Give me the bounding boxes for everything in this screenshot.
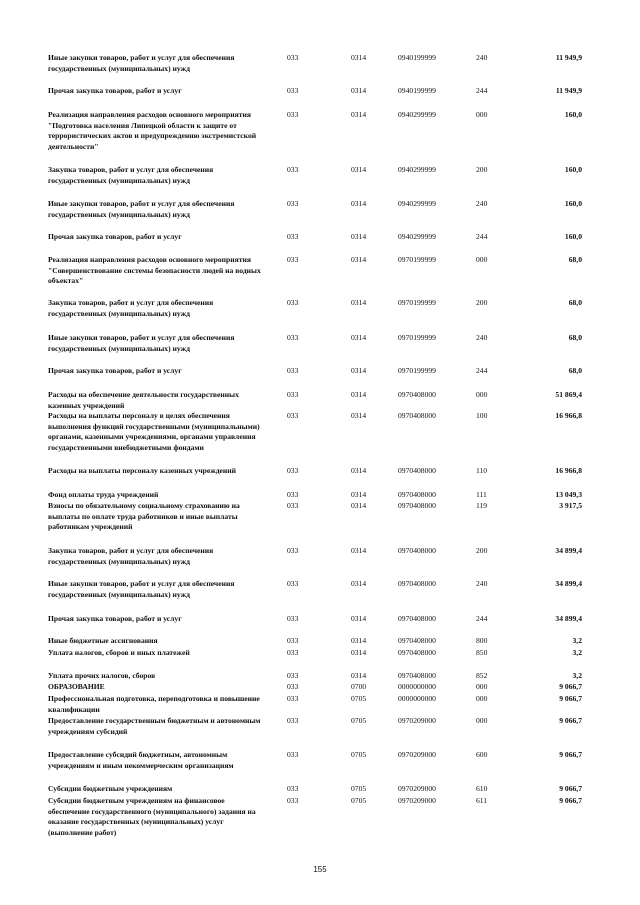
col-type: 111 [476,490,487,499]
col-section: 0314 [351,490,367,499]
row-name: Закупка товаров, работ и услуг для обеспечения государственных (муниципальных) нужд [48,165,214,185]
col-type: 000 [476,390,488,399]
col-target: 0970209000 [398,784,436,793]
col-amount: 160,0 [564,199,582,208]
row-name: Иные бюджетные ассигнования [48,636,158,645]
col-target: 0940299999 [398,232,436,241]
col-type: 100 [476,411,488,420]
col-amount: 16 966,8 [555,466,582,475]
col-type: 800 [476,636,488,645]
col-target: 0940299999 [398,110,436,119]
row-name: Закупка товаров, работ и услуг для обеспечения государственных (муниципальных) нужд [48,546,214,566]
col-type: 244 [476,366,488,375]
col-amount: 68,0 [568,298,582,307]
col-section: 0705 [351,750,367,759]
col-section: 0705 [351,784,367,793]
col-target: 0970199999 [398,298,436,307]
col-type: 200 [476,165,488,174]
col-section: 0314 [351,86,367,95]
row-name: Реализация направления расходов основного мероприятия "Совершенствование системы безопасности людей на водных объектах" [48,255,261,286]
col-type: 240 [476,199,488,208]
col-admin: 033 [287,466,299,475]
col-type: 600 [476,750,488,759]
row-name: Взносы по обязательному социальному страхованию на выплаты по оплате труда работников и иные выплаты работникам учреждений [48,501,240,532]
col-admin: 033 [287,682,299,691]
col-section: 0314 [351,579,367,588]
col-amount: 68,0 [568,366,582,375]
col-admin: 033 [287,333,299,342]
col-amount: 34 899,4 [555,614,582,623]
col-target: 0970408000 [398,411,436,420]
col-amount: 51 869,4 [555,390,582,399]
col-admin: 033 [287,390,299,399]
col-section: 0314 [351,636,367,645]
col-type: 000 [476,110,488,119]
col-amount: 9 066,7 [559,750,582,759]
col-admin: 033 [287,199,299,208]
row-name: Профессиональная подготовка, переподготовка и повышение квалификации [48,694,260,714]
col-amount: 9 066,7 [559,716,582,725]
col-amount: 9 066,7 [559,694,582,703]
row-name: Расходы на выплаты персоналу в целях обеспечения выполнения функций государственными (муниципальными) органами, казенными учреждениями, органами управления государственными внебюджетными фондами [48,411,260,452]
col-target: 0970408000 [398,501,436,510]
col-type: 000 [476,694,488,703]
col-section: 0314 [351,110,367,119]
col-type: 240 [476,333,488,342]
col-type: 200 [476,546,488,555]
col-admin: 033 [287,636,299,645]
col-amount: 11 949,9 [555,53,582,62]
col-section: 0314 [351,333,367,342]
row-name: Субсидии бюджетным учреждениям [48,784,173,793]
col-target: 0970199999 [398,333,436,342]
col-target: 0970408000 [398,614,436,623]
col-type: 240 [476,53,488,62]
col-target: 0970209000 [398,716,436,725]
row-name: Закупка товаров, работ и услуг для обеспечения государственных (муниципальных) нужд [48,298,214,318]
col-admin: 033 [287,366,299,375]
col-target: 0940199999 [398,86,436,95]
col-section: 0705 [351,716,367,725]
col-target: 0970199999 [398,255,436,264]
col-section: 0314 [351,232,367,241]
col-admin: 033 [287,796,299,805]
col-target: 0000000000 [398,682,436,691]
row-name: Реализация направления расходов основного мероприятия "Подготовка населения Липецкой области к защите от террористических актов и предупреждению экстремистской деятельности" [48,110,257,151]
col-type: 852 [476,671,488,680]
col-amount: 3,2 [572,648,582,657]
row-name: Прочая закупка товаров, работ и услуг [48,86,182,95]
col-target: 0970408000 [398,636,436,645]
col-section: 0314 [351,390,367,399]
col-target: 0940299999 [398,199,436,208]
col-amount: 34 899,4 [555,546,582,555]
col-amount: 160,0 [564,110,582,119]
col-admin: 033 [287,298,299,307]
col-target: 0970408000 [398,546,436,555]
col-admin: 033 [287,671,299,680]
col-target: 0970199999 [398,366,436,375]
col-type: 119 [476,501,488,510]
col-section: 0314 [351,298,367,307]
col-admin: 033 [287,546,299,555]
col-admin: 033 [287,501,299,510]
page-number: 155 [313,865,327,874]
col-target: 0970408000 [398,390,436,399]
col-amount: 9 066,7 [559,796,582,805]
col-section: 0314 [351,255,367,264]
col-section: 0314 [351,165,367,174]
col-target: 0970408000 [398,648,436,657]
row-name: Прочая закупка товаров, работ и услуг [48,232,182,241]
col-admin: 033 [287,86,299,95]
row-name: Иные закупки товаров, работ и услуг для обеспечения государственных (муниципальных) нужд [48,333,235,353]
col-admin: 033 [287,255,299,264]
col-section: 0314 [351,466,367,475]
col-admin: 033 [287,784,299,793]
row-name: Предоставление государственным бюджетным и автономным учреждениям субсидий [48,716,261,736]
col-type: 610 [476,784,488,793]
col-target: 0970408000 [398,671,436,680]
col-type: 000 [476,682,488,691]
col-type: 244 [476,86,488,95]
col-section: 0705 [351,796,367,805]
col-type: 200 [476,298,488,307]
col-target: 0000000000 [398,694,436,703]
col-target: 0970408000 [398,490,436,499]
col-admin: 033 [287,614,299,623]
row-name: Предоставление субсидий бюджетным, автономным учреждениям и иным некоммерческим организациям [48,750,234,770]
col-amount: 68,0 [568,333,582,342]
row-name: Расходы на обеспечение деятельности государственных казенных учреждений [48,390,239,410]
col-type: 611 [476,796,488,805]
col-admin: 033 [287,232,299,241]
col-admin: 033 [287,750,299,759]
col-target: 0970209000 [398,750,436,759]
col-section: 0314 [351,411,367,420]
col-target: 0970408000 [398,579,436,588]
col-admin: 033 [287,110,299,119]
row-name: Фонд оплаты труда учреждений [48,490,159,499]
col-admin: 033 [287,165,299,174]
col-amount: 13 049,3 [555,490,582,499]
col-amount: 11 949,9 [555,86,582,95]
col-target: 0940299999 [398,165,436,174]
col-admin: 033 [287,648,299,657]
col-type: 000 [476,255,488,264]
row-name: Расходы на выплаты персоналу казенных учреждений [48,466,237,475]
row-name: Прочая закупка товаров, работ и услуг [48,614,182,623]
col-type: 244 [476,614,488,623]
row-name: Иные закупки товаров, работ и услуг для обеспечения государственных (муниципальных) нужд [48,53,235,73]
col-amount: 16 966,8 [555,411,582,420]
col-admin: 033 [287,716,299,725]
col-admin: 033 [287,53,299,62]
col-amount: 3,2 [572,636,582,645]
col-admin: 033 [287,490,299,499]
col-amount: 3,2 [572,671,582,680]
col-admin: 033 [287,694,299,703]
col-type: 000 [476,716,488,725]
col-section: 0700 [351,682,367,691]
col-section: 0314 [351,53,367,62]
col-admin: 033 [287,411,299,420]
col-amount: 68,0 [568,255,582,264]
col-type: 850 [476,648,488,657]
col-target: 0970209000 [398,796,436,805]
col-admin: 033 [287,579,299,588]
col-target: 0940199999 [398,53,436,62]
col-section: 0314 [351,546,367,555]
row-name: Уплата налогов, сборов и иных платежей [48,648,190,657]
row-name: Уплата прочих налогов, сборов [48,671,156,680]
col-section: 0314 [351,648,367,657]
col-section: 0705 [351,694,367,703]
col-amount: 34 899,4 [555,579,582,588]
row-name: Субсидии бюджетным учреждениям на финансовое обеспечение государственного (муниципального) задания на оказание государственных (муниципальных) услуг (выполнение работ) [48,796,256,837]
col-section: 0314 [351,199,367,208]
col-type: 110 [476,466,488,475]
col-target: 0970408000 [398,466,436,475]
col-type: 240 [476,579,488,588]
col-amount: 3 917,5 [559,501,582,510]
row-name: Иные закупки товаров, работ и услуг для обеспечения государственных (муниципальных) нужд [48,579,235,599]
col-section: 0314 [351,671,367,680]
row-name: ОБРАЗОВАНИЕ [48,682,105,691]
row-name: Прочая закупка товаров, работ и услуг [48,366,182,375]
row-name: Иные закупки товаров, работ и услуг для обеспечения государственных (муниципальных) нужд [48,199,235,219]
col-amount: 160,0 [564,232,582,241]
col-type: 244 [476,232,488,241]
col-section: 0314 [351,501,367,510]
col-amount: 9 066,7 [559,682,582,691]
col-section: 0314 [351,614,367,623]
col-section: 0314 [351,366,367,375]
col-amount: 9 066,7 [559,784,582,793]
col-amount: 160,0 [564,165,582,174]
